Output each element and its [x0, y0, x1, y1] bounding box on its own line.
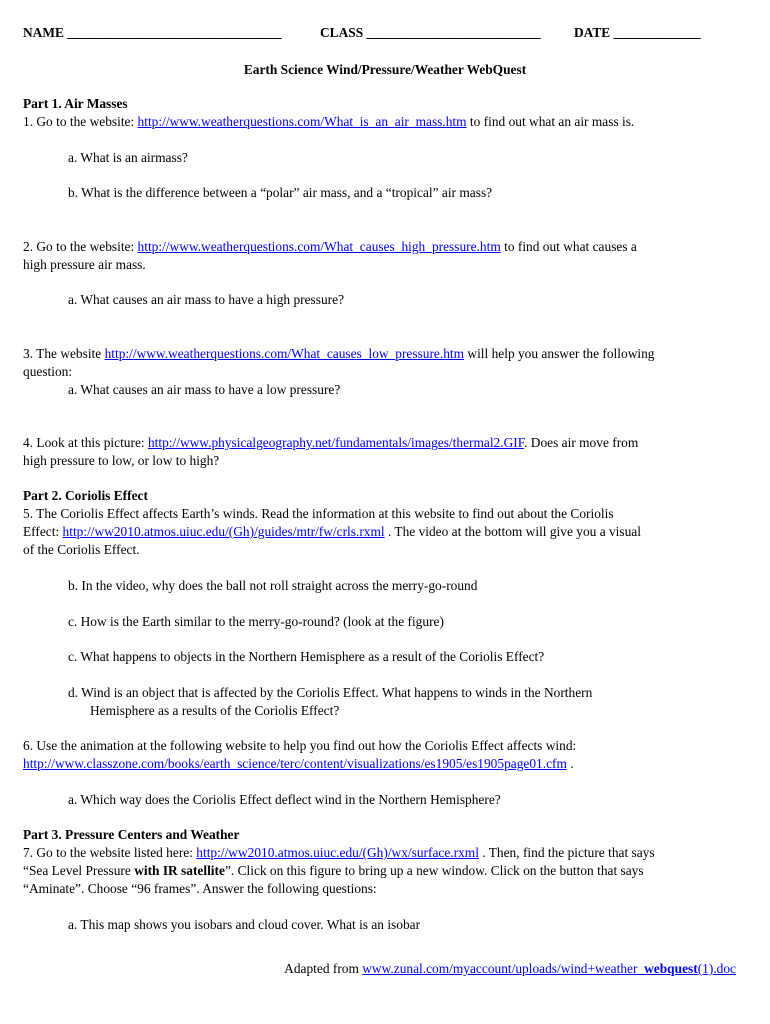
q7-line2-post: ”. Click on this figure to bring up a new window. Click on the button that says — [224, 863, 644, 878]
question-5d: d. Wind is an object that is affected by the Coriolis Effect. What happens to winds in the Northern — [68, 685, 593, 700]
footer-link-part-a: www.zunal.com/myaccount/uploads/wind+weather_ — [362, 961, 645, 976]
q1-suffix: to find out what an air mass is. — [466, 114, 635, 129]
q4-suffix: . Does air move from — [524, 435, 639, 450]
question-5d-line2: Hemisphere as a results of the Coriolis Effect? — [90, 703, 340, 718]
footer-prefix: Adapted from — [284, 961, 363, 976]
q5-suffix: . The video at the bottom will give you a visual — [384, 524, 641, 539]
question-7-line3: “Aminate”. Choose “96 frames”. Answer the following questions: — [23, 881, 377, 896]
question-5-line3: of the Coriolis Effect. — [23, 542, 140, 557]
question-2a: a. What causes an air mass to have a high pressure? — [68, 292, 345, 307]
part2-heading: Part 2. Coriolis Effect — [23, 488, 148, 503]
question-1a: a. What is an airmass? — [68, 150, 188, 165]
question-1b: b. What is the difference between a “polar” air mass, and a “tropical” air mass? — [68, 185, 493, 200]
question-5b: b. In the video, why does the ball not roll straight across the merry-go-round — [68, 578, 478, 593]
q3-link[interactable]: http://www.weatherquestions.com/What_causes_low_pressure.htm — [104, 346, 465, 361]
name-field-label: NAME ________________________________ — [23, 25, 282, 40]
question-4-line2: high pressure to low, or low to high? — [23, 453, 220, 468]
question-7-line2 — [23, 862, 644, 879]
question-7a: a. This map shows you isobars and cloud cover. What is an isobar — [68, 917, 421, 932]
part3-heading: Part 3. Pressure Centers and Weather — [23, 827, 240, 842]
question-4 — [23, 434, 638, 451]
question-5-line2 — [23, 523, 641, 540]
q6-suffix: . — [566, 756, 574, 771]
question-6a: a. Which way does the Coriolis Effect deflect wind in the Northern Hemisphere? — [68, 792, 501, 807]
question-3a: a. What causes an air mass to have a low pressure? — [68, 382, 341, 397]
q2-link[interactable]: http://www.weatherquestions.com/What_causes_high_pressure.htm — [137, 239, 501, 254]
q7-line2-pre: “Sea Level Pressure — [23, 863, 135, 878]
q5-prefix: Effect: — [23, 524, 63, 539]
question-5c-second: c. What happens to objects in the Northern Hemisphere as a result of the Coriolis Effect? — [68, 649, 545, 664]
question-7 — [23, 844, 655, 861]
q7-link[interactable]: http://ww2010.atmos.uiuc.edu/(Gh)/wx/surface.rxml — [196, 845, 479, 860]
q3-suffix: will help you answer the following — [464, 346, 655, 361]
q7-line2-bold: with IR satellite — [134, 863, 225, 878]
question-5c-first: c. How is the Earth similar to the merry-go-round? (look at the figure) — [68, 614, 444, 629]
q4-link[interactable]: http://www.physicalgeography.net/fundamentals/images/thermal2.GIF — [147, 435, 525, 450]
date-field-label: DATE _____________ — [574, 25, 701, 40]
q7-prefix: 7. Go to the website listed here: — [23, 845, 197, 860]
question-6: 6. Use the animation at the following website to help you find out how the Coriolis Effect affects wind: — [23, 738, 577, 753]
q2-suffix: to find out what causes a — [500, 239, 637, 254]
q6-link[interactable]: http://www.classzone.com/books/earth_science/terc/content/visualizations/es1905/es1905page01.cfm — [23, 756, 567, 771]
q4-prefix: 4. Look at this picture: — [23, 435, 148, 450]
question-2 — [23, 238, 637, 255]
document-title: Earth Science Wind/Pressure/Weather WebQuest — [243, 62, 527, 77]
q1-link[interactable]: http://www.weatherquestions.com/What_is_an_air_mass.htm — [137, 114, 467, 129]
footer-link-part-b: webquest — [644, 961, 698, 976]
question-2-line2: high pressure air mass. — [23, 257, 146, 272]
q1-prefix: 1. Go to the website: — [23, 114, 138, 129]
part1-heading: Part 1. Air Masses — [23, 96, 128, 111]
q3-prefix: 3. The website — [23, 346, 105, 361]
question-5: 5. The Coriolis Effect affects Earth’s winds. Read the information at this website to find out about the Coriolis — [23, 506, 614, 521]
question-1 — [23, 113, 634, 130]
footer-credit — [284, 960, 736, 977]
question-6-line2 — [23, 755, 574, 772]
question-3 — [23, 345, 654, 362]
question-3-line2: question: — [23, 364, 73, 379]
q7-suffix: . Then, find the picture that says — [478, 845, 655, 860]
footer-link-part-c: (1).doc — [697, 961, 736, 976]
q5-link[interactable]: http://ww2010.atmos.uiuc.edu/(Gh)/guides/mtr/fw/crls.rxml — [62, 524, 385, 539]
q2-prefix: 2. Go to the website: — [23, 239, 138, 254]
class-field-label: CLASS __________________________ — [320, 25, 541, 40]
footer-link[interactable] — [362, 961, 736, 976]
